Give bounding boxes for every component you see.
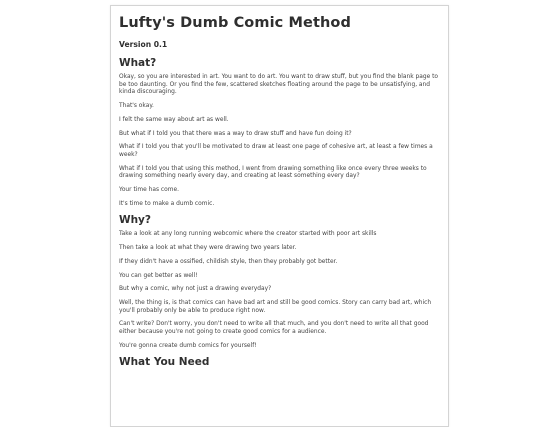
paragraph: I felt the same way about art as well. [119,116,229,123]
paragraph: Can't write? Don't worry, you don't need to write all that much, and you don't need to write all that good either because you're not going to create good comics for a audience. [119,321,429,336]
paragraph: Take a look at any long running webcomic where the creator started with poor art skills [119,231,377,238]
paragraph: Okay, so you are interested in art. You want to do art. You want to draw stuff, but you find the blank page to be too daunting. Or you find the few, scattered sketches floating around the page to be unsatisfying, and kinda discouraging. [119,74,439,96]
paragraph: It's time to make a dumb comic. [119,200,215,207]
paragraph: Your time has come. [119,187,179,194]
paragraph: What if I told you that you'll be motivated to draw at least one page of cohesive art, at least a few times a week? [119,144,433,158]
paragraph: Well, the thing is, is that comics can have bad art and still be good comics. Story can carry bad art, which you'll probably only be able to produce right now. [119,299,432,314]
paragraph: But why a comic, why not just a drawing everyday? [119,286,272,293]
document-page [110,5,449,427]
paragraph: Then take a look at what they were drawing two years later. [119,245,297,252]
section-heading-why: Why? [119,214,151,227]
paragraph: What if I told you that using this method, I went from drawing something like once every three weeks to drawing something nearly every day, and creating at least something every day? [119,165,427,180]
paragraph: But what if I told you that there was a way to draw stuff and have fun doing it? [119,130,352,137]
page-title: Lufty's Dumb Comic Method [119,15,351,31]
document-content [111,6,448,368]
paragraph: You can get better as well! [119,272,198,279]
version-label: Version 0.1 [119,40,168,49]
section-heading-what-you-need: What You Need [119,356,210,369]
paragraph: That's okay. [119,103,154,110]
paragraph: If they didn't have a ossified, childish style, then they probably got better. [119,258,338,265]
section-heading-what: What? [119,57,157,69]
paragraph: You're gonna create dumb comics for yourself! [119,342,257,349]
